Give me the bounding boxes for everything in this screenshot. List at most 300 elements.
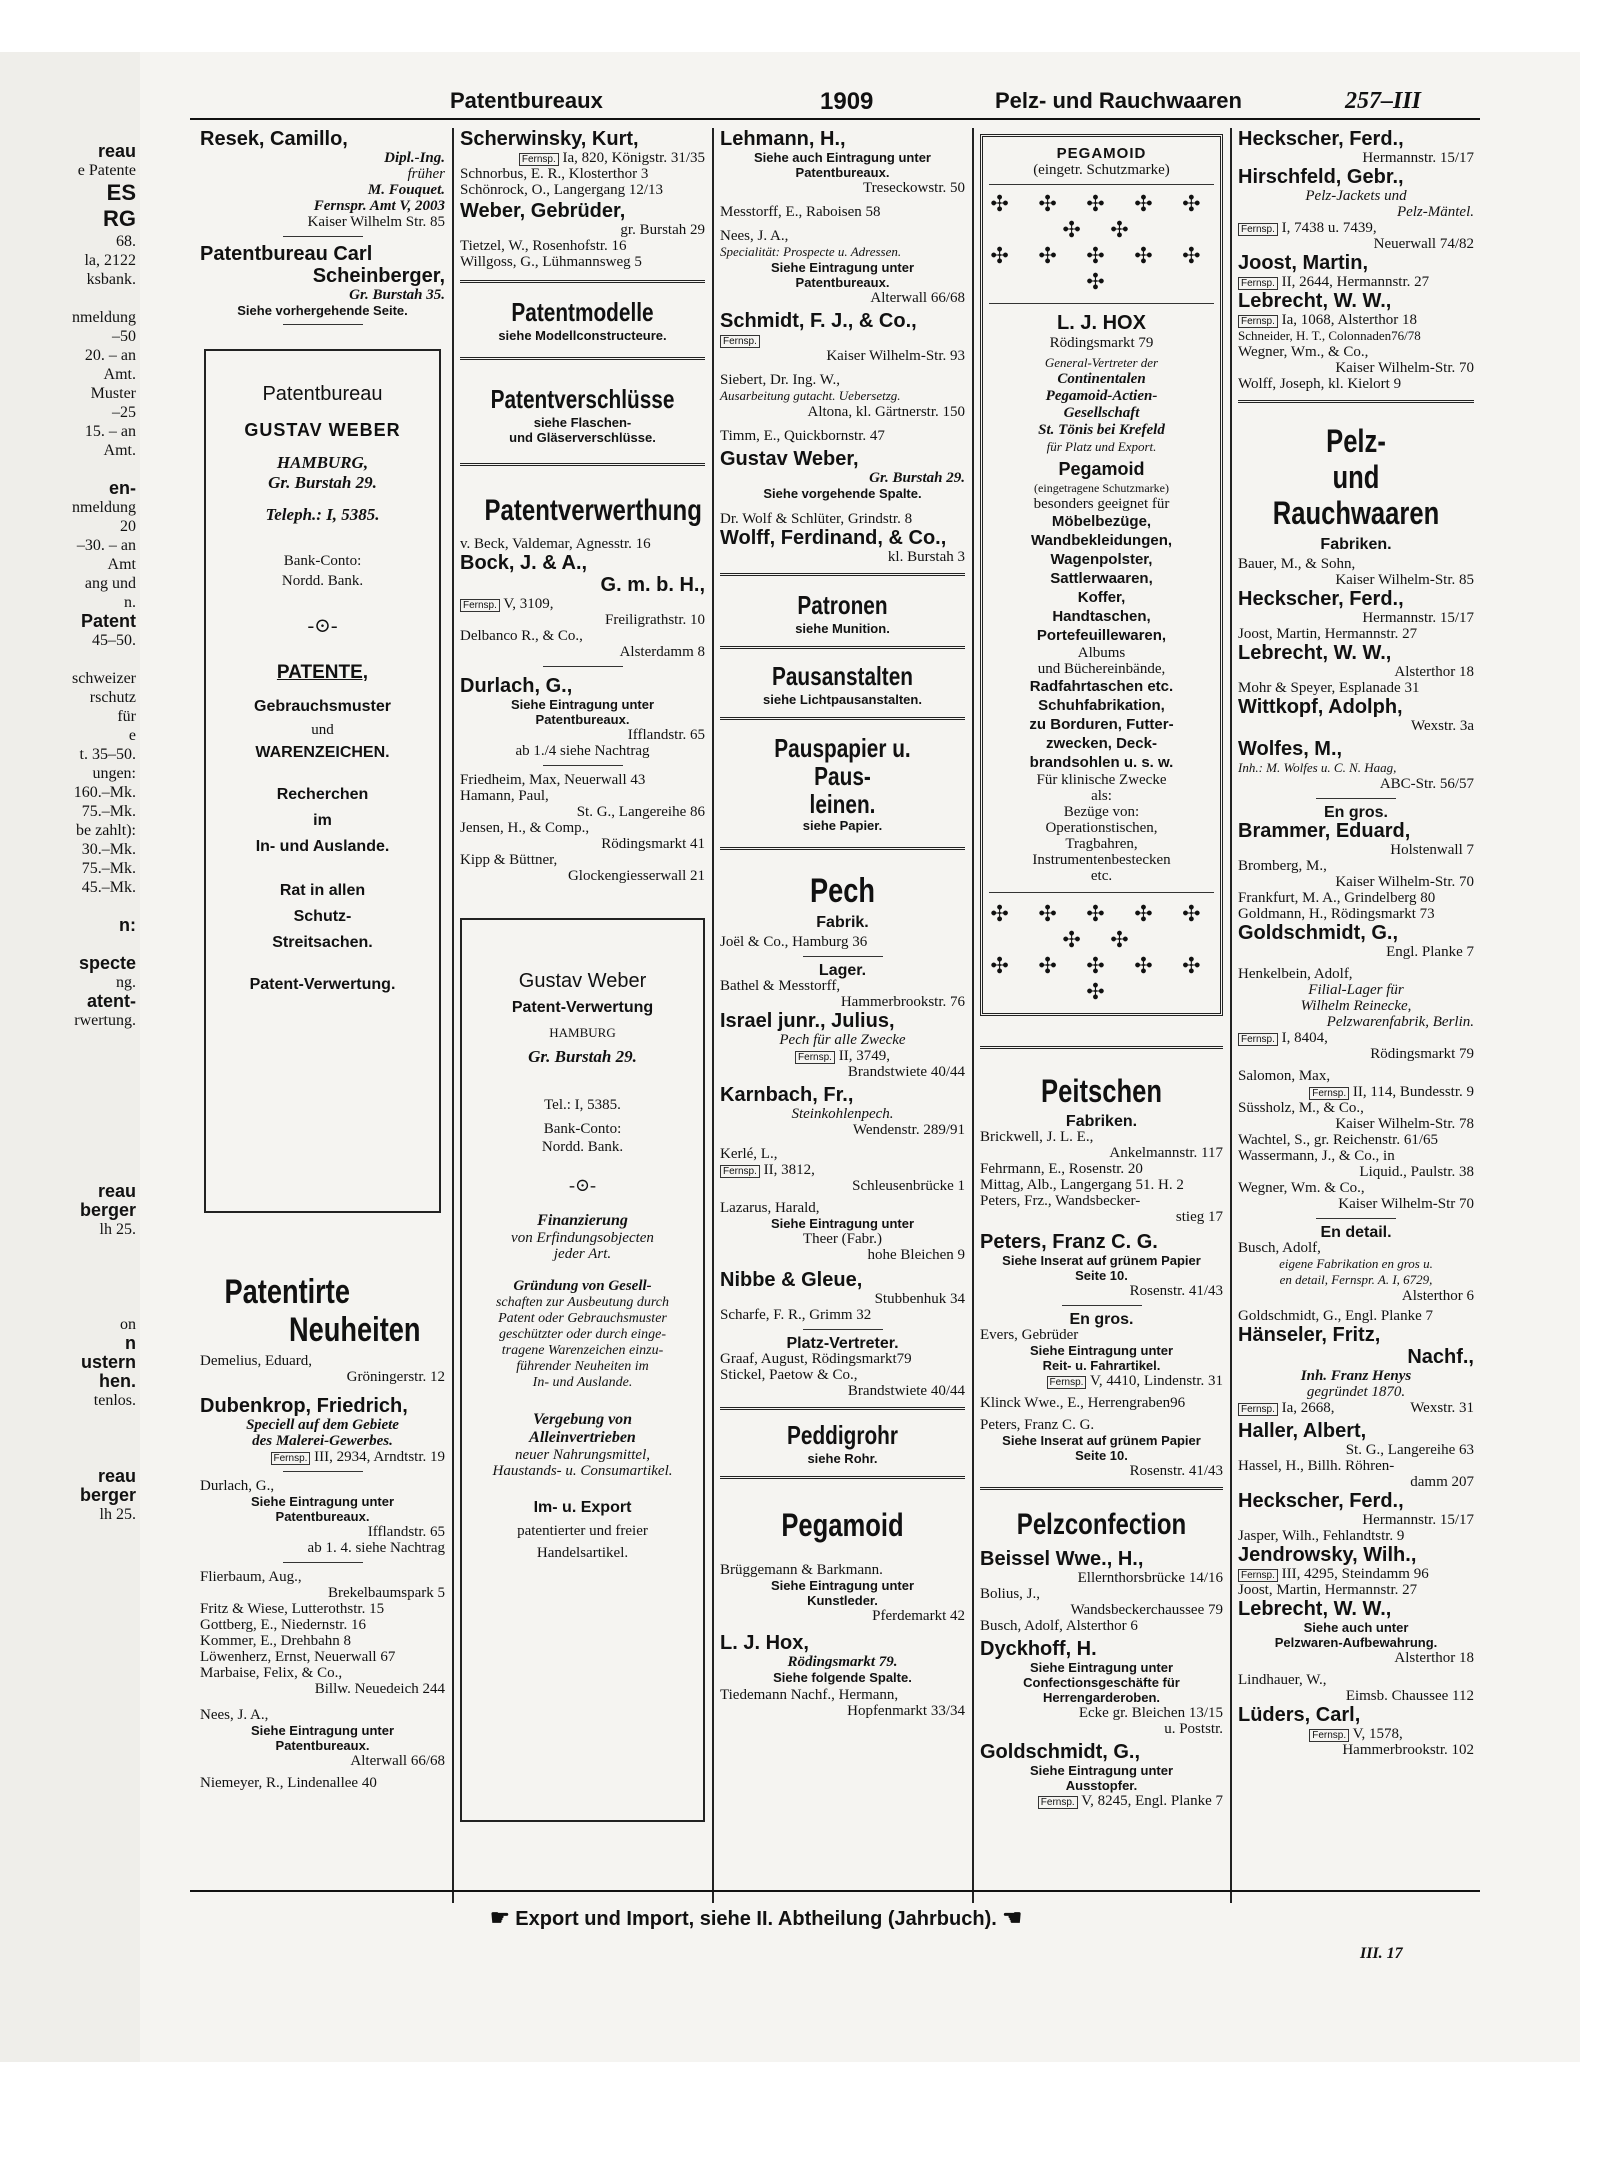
entry-text: Demelius, Eduard, — [200, 1353, 313, 1369]
entry-name: Heckscher, Ferd., — [1238, 128, 1404, 150]
section-heading: Peitschen — [1041, 1073, 1162, 1109]
entry-name: Haller, Albert, — [1238, 1420, 1367, 1442]
subheading: Fabriken. — [1065, 1113, 1138, 1130]
entry-address: Gr. Burstah 29. — [869, 470, 965, 486]
ad-text: Handelsartikel. — [536, 1545, 629, 1561]
entry-reference: siehe Rohr. — [807, 1451, 878, 1466]
ad-text: Rat in allen — [279, 882, 366, 899]
ad-text: Instrumentenbestecken — [1032, 852, 1171, 868]
ad-text: Gebrauchsmuster — [254, 698, 391, 715]
previous-page-text: schweizer — [72, 670, 136, 687]
previous-page-text — [0, 289, 140, 308]
divider — [543, 765, 623, 766]
entry-reference: Siehe Eintragung unter — [770, 1216, 914, 1231]
entry-address: Ecke gr. Bleichen 13/15 — [1078, 1705, 1223, 1721]
subheading: En gros. — [1323, 804, 1388, 821]
entry-reference: Siehe Eintragung unter — [510, 697, 654, 712]
ad-text: besonders geeignet für — [1033, 496, 1170, 512]
entry-address: Ellernthorsbrücke 14/16 — [1077, 1570, 1223, 1586]
entry-address: Altona, kl. Gärtnerstr. 150 — [807, 404, 965, 420]
entry-text: Fehrmann, E., Rosenstr. 20 — [980, 1161, 1143, 1177]
previous-page-text: berger — [79, 1485, 136, 1505]
entry-text: Messtorff, E., Raboisen 58 — [720, 204, 881, 220]
entry-name: Wittkopf, Adolph, — [1238, 696, 1403, 718]
previous-page-text: für — [117, 708, 136, 725]
entry-address: Holstenwall 7 — [1390, 842, 1474, 858]
entry-text: Scharfe, F. R., Grimm 32 — [720, 1307, 872, 1323]
entry-reference: Siehe Eintragung unter — [770, 260, 914, 275]
section-heading: Neuheiten — [289, 1311, 421, 1349]
ad-text: Albums — [1077, 645, 1126, 661]
entry-address: Wandsbeckerchaussee 79 — [1070, 1602, 1223, 1618]
list-item: Fritz & Wiese, Lutterothstr. 15 — [200, 1601, 385, 1617]
entry-name: Wolfes, M., — [1238, 738, 1343, 760]
ad-text: General-Vertreter der — [1044, 355, 1159, 370]
page-header — [190, 84, 1480, 120]
previous-page-text: lh 25. — [99, 1506, 136, 1523]
entry-address: ab 1./4 siehe Nachtrag — [515, 743, 650, 759]
entry-reference: Seite 10. — [1075, 1268, 1128, 1283]
entry-text: Klinck Wwe., E., Herrengraben96 — [980, 1395, 1186, 1411]
entry-text: Friedheim, Max, Neuerwall 43 — [460, 772, 646, 788]
pointing-hand-icon: ☚ — [1002, 1905, 1023, 1930]
header-year: 1909 — [820, 88, 874, 115]
entry-address: Freiligrathstr. 10 — [605, 612, 705, 628]
ad-text: Sattlerwaaren, — [1050, 570, 1153, 587]
entry-address: Alsterthor 18 — [1394, 664, 1474, 680]
subheading: Platz-Vertreter. — [786, 1335, 899, 1352]
entry-address: Kaiser Wilhelm-Str 70 — [1338, 1196, 1474, 1212]
entry-text: früher — [407, 166, 445, 182]
footer-text: Export und Import, siehe II. Abtheilung (Jahrbuch). — [515, 1908, 997, 1930]
entry-text: Brüggemann & Barkmann. — [720, 1562, 883, 1578]
entry-address: Liquid., Paulstr. 38 — [1359, 1164, 1474, 1180]
entry-reference: Siehe vorhergehende Seite. — [237, 303, 408, 318]
entry-address: Ia, 1068, Alsterthor 18 — [1281, 312, 1418, 328]
entry-name: Weber, Gebrüder, — [460, 200, 626, 222]
entry-name: Brammer, Eduard, — [1238, 820, 1411, 842]
divider — [283, 324, 363, 325]
entry-text: II, 3749, — [838, 1048, 890, 1064]
ad-text: Rödingsmarkt 79 — [1049, 335, 1154, 351]
entry-address: III, 4295, Steindamm 96 — [1281, 1566, 1429, 1582]
entry-address: Wendenstr. 289/91 — [852, 1122, 965, 1138]
entry-text: Salomon, Max, — [1238, 1068, 1331, 1084]
previous-page-text — [0, 897, 140, 916]
ad-text: Tragbahren, — [1065, 836, 1138, 852]
list-item: Kommer, E., Drehbahn 8 — [200, 1633, 352, 1649]
entry-address: Engl. Planke 7 — [1386, 944, 1474, 960]
entry-text: V, 1578, — [1352, 1726, 1403, 1742]
previous-page-text — [0, 650, 140, 669]
divider — [283, 236, 363, 237]
divider — [1062, 1305, 1142, 1306]
entry-text: Speciell auf dem Gebiete — [246, 1417, 399, 1433]
entry-text: Joost, Martin, Hermannstr. 27 — [1238, 1582, 1418, 1598]
ad-text: HAMBURG, — [276, 453, 369, 472]
entry-address: ab 1. 4. siehe Nachtrag — [307, 1540, 445, 1556]
entry-name: Wolff, Ferdinand, & Co., — [720, 527, 947, 549]
section-heading: Pelzconfection — [1016, 1508, 1187, 1541]
entry-address: Alsterthor 18 — [1394, 1650, 1474, 1666]
section-heading: Pegamoid — [781, 1507, 904, 1543]
entry-reference: Kunstleder. — [807, 1593, 878, 1608]
entry-text: Schnorbus, E. R., Klosterthor 3 — [460, 166, 649, 182]
entry-address: Alsterthor 6 — [1401, 1288, 1474, 1304]
ad-text: Continentalen — [1057, 371, 1146, 387]
entry-name: Israel junr., Julius, — [720, 1010, 895, 1032]
entry-reference: Herrengarderoben. — [1042, 1690, 1161, 1705]
previous-page-edge — [0, 52, 143, 2062]
entry-reference: siehe Flaschen- — [533, 415, 632, 430]
entry-address: II, 2644, Hermannstr. 27 — [1281, 274, 1430, 290]
previous-page-text: rwertung. — [74, 1012, 136, 1029]
entry-address: Hermannstr. 15/17 — [1362, 150, 1474, 166]
entry-text: Peters, Franz C. G. — [980, 1417, 1095, 1433]
entry-reference: Siehe Eintragung unter — [1029, 1343, 1173, 1358]
ad-text: Gründung von Gesell- — [513, 1278, 652, 1294]
ad-text: von Erfindungsobjecten — [511, 1230, 654, 1246]
ad-text: jeder Art. — [553, 1246, 612, 1262]
ad-text: HAMBURG — [549, 1025, 616, 1040]
entry-address: stieg 17 — [1175, 1209, 1223, 1225]
ad-text: Für klinische Zwecke — [1036, 772, 1167, 788]
entry-address: Ifflandstr. 65 — [367, 1524, 445, 1540]
entry-address: Hermannstr. 15/17 — [1362, 1512, 1474, 1528]
ad-text: führender Neuheiten im — [516, 1359, 649, 1374]
entry-address: Hopfenmarkt 33/34 — [847, 1703, 965, 1719]
phone-icon: Fernsp. — [1238, 1569, 1278, 1582]
entry-address: hohe Bleichen 9 — [867, 1247, 965, 1263]
entry-text: Bauer, M., & Sohn, — [1238, 556, 1356, 572]
entry-text: Bathel & Messtorff, — [720, 978, 841, 994]
previous-page-text: hen. — [98, 1371, 136, 1391]
list-item: Flierbaum, Aug., — [200, 1569, 302, 1585]
ornament: -⊙- — [568, 1175, 597, 1195]
entry-address: Pferdemarkt 42 — [872, 1608, 965, 1624]
entry-text: v. Beck, Valdemar, Agnesstr. 16 — [460, 536, 651, 552]
previous-page-text: en- — [109, 478, 136, 498]
header-right: Pelz- und Rauchwaaren — [995, 88, 1242, 113]
entry-text: Wegner, Wm., & Co., — [1238, 344, 1369, 360]
entry-address: kl. Burstah 3 — [887, 549, 965, 565]
column-rule — [452, 128, 454, 1903]
previous-page-text: reau — [97, 1466, 136, 1486]
entry-text: Mittag, Alb., Langergang 51. H. 2 — [980, 1177, 1184, 1193]
entry-name: Goldschmidt, G., — [1238, 922, 1399, 944]
bottom-rule — [190, 1890, 1480, 1892]
entry-reference: und Gläserverschlüsse. — [509, 430, 656, 445]
ad-text: Schuhfabrikation, — [1038, 697, 1165, 714]
entry-text: Henkelbein, Adolf, — [1238, 966, 1353, 982]
column-1 — [200, 128, 445, 1791]
ad-text: Patent-Verwertung — [511, 999, 654, 1016]
entry-text: gegründet 1870. — [1306, 1384, 1406, 1400]
ad-text: Koffer, — [1077, 589, 1126, 606]
ad-text: schaften zur Ausbeutung durch — [495, 1295, 670, 1310]
entry-reference: Patentbureaux. — [275, 1738, 370, 1753]
entry-address: II, 114, Bundesstr. 9 — [1352, 1084, 1474, 1100]
ad-text: und Büchereinbände, — [1037, 661, 1166, 677]
previous-page-text: lh 25. — [99, 1221, 136, 1238]
entry-reference: siehe Munition. — [795, 621, 890, 636]
entry-name: Goldschmidt, G., — [980, 1741, 1141, 1763]
entry-text: Timm, E., Quickbornstr. 47 — [720, 428, 885, 444]
previous-page-text: tenlos. — [93, 1392, 136, 1409]
ad-text: Gesellschaft — [1063, 405, 1140, 421]
section-heading: leinen. — [809, 789, 876, 819]
ad-text: PATENTE, — [276, 662, 369, 683]
entry-address: Hammerbrookstr. 102 — [1342, 1742, 1474, 1758]
entry-text: Jensen, H., & Comp., — [460, 820, 590, 836]
previous-page-text: ng. — [116, 974, 136, 991]
section-heading: Patentverschlüsse — [490, 384, 675, 414]
previous-page-text — [0, 1448, 140, 1467]
column-3 — [720, 128, 965, 1719]
entry-address: Alsterdamm 8 — [619, 644, 705, 660]
entry-address: ABC-Str. 56/57 — [1379, 776, 1474, 792]
entry-text: Busch, Adolf, Alsterthor 6 — [980, 1618, 1138, 1634]
subheading: Fabriken. — [1320, 536, 1392, 553]
phone-icon: Fernsp. — [1038, 1796, 1078, 1809]
ad-text: Schutz- — [293, 908, 352, 925]
previous-page-text: on — [120, 1316, 136, 1333]
ad-text: zwecken, Deck- — [1046, 735, 1157, 752]
entry-address: Wexstr. 3a — [1411, 718, 1474, 734]
previous-page-text: n — [125, 1333, 136, 1353]
entry-reference: Seite 10. — [1075, 1448, 1128, 1463]
ad-text: Nordd. Bank. — [281, 573, 364, 589]
entry-name: Nibbe & Gleue, — [720, 1269, 863, 1291]
entry-text: Specialität: Prospecte u. Adressen. — [720, 244, 902, 259]
entry-text: Mohr & Speyer, Esplanade 31 — [1238, 680, 1420, 696]
previous-page-text: RG — [103, 206, 136, 231]
ad-text: Bank-Conto: — [543, 1121, 622, 1137]
ad-text: PEGAMOID — [1056, 145, 1147, 162]
entry-address: Rödingsmarkt 79. — [787, 1654, 898, 1670]
previous-page-text: reau — [97, 1181, 136, 1201]
advertisement-patent-verwertung — [460, 918, 705, 1822]
list-item: Gottberg, E., Niedernstr. 16 — [200, 1617, 366, 1633]
divider — [283, 1562, 363, 1563]
entry-reference: Siehe Eintragung unter — [1029, 1763, 1173, 1778]
entry-text: II, 3812, — [763, 1162, 815, 1178]
ad-text: (eingetr. Schutzmarke) — [1033, 162, 1170, 178]
entry-text: Wassermann, J., & Co., in — [1238, 1148, 1395, 1164]
entry-text: M. Fouquet. — [367, 182, 445, 198]
entry-text: Inh. Franz Henys — [1300, 1368, 1412, 1384]
entry-text: Brickwell, J. L. E., — [980, 1129, 1094, 1145]
entry-address: Stubbenhuk 34 — [874, 1291, 965, 1307]
entry-address: Gr. Burstah 35. — [349, 287, 445, 303]
entry-reference: Siehe auch unter — [1303, 1620, 1409, 1635]
entry-reference: Siehe vorgehende Spalte. — [763, 486, 922, 501]
entry-text: Delbanco R., & Co., — [460, 628, 583, 644]
previous-page-text: be zahlt): — [76, 822, 136, 839]
entry-text: Bromberg, M., — [1238, 858, 1327, 874]
entry-address: Ifflandstr. 65 — [627, 727, 705, 743]
entry-text: Joost, Martin, Hermannstr. 27 — [1238, 626, 1418, 642]
entry-text: en detail, Fernspr. A. I, 6729, — [1279, 1272, 1433, 1287]
ad-text: Patent oder Gebrauchsmuster — [498, 1311, 667, 1326]
entry-address: Neuerwall 74/82 — [1373, 236, 1474, 252]
entry-text: Goldmann, H., Rödingsmarkt 73 — [1238, 906, 1435, 922]
ad-text: WARENZEICHEN. — [255, 744, 390, 761]
ornament: ✣ ✣ ✣ ✣ ✣ ✣ — [990, 953, 1213, 1004]
entry-name: Dyckhoff, H. — [980, 1638, 1097, 1660]
entry-address: Kaiser Wilhelm Str. 85 — [307, 214, 445, 230]
previous-page-text: reau — [97, 141, 136, 161]
entry-name: Beissel Wwe., H., — [980, 1548, 1144, 1570]
entry-name: Nachf., — [1407, 1346, 1474, 1368]
entry-text: Theer (Fabr.) — [802, 1231, 883, 1247]
phone-icon: Fernsp. — [795, 1051, 835, 1064]
entry-address: Rödingsmarkt 79 — [1370, 1046, 1474, 1062]
entry-text: Evers, Gebrüder — [980, 1327, 1079, 1343]
entry-address: Kaiser Wilhelm-Str. 70 — [1335, 874, 1474, 890]
ad-text: Wandbekleidungen, — [1030, 532, 1173, 549]
ad-text: für Platz und Export. — [1046, 439, 1157, 454]
previous-page-text: Muster — [90, 385, 136, 402]
ad-text: Recherchen — [276, 786, 369, 803]
entry-name: Hirschfeld, Gebr., — [1238, 166, 1404, 188]
column-rule — [712, 128, 714, 1903]
previous-page-text: n: — [119, 915, 136, 935]
entry-name: Lüders, Carl, — [1238, 1704, 1361, 1726]
ad-text: geschützter oder durch einge- — [498, 1327, 667, 1342]
divider — [1316, 1218, 1396, 1219]
entry-reference: Siehe folgende Spalte. — [773, 1670, 912, 1685]
entry-text: Pelzwarenfabrik, Berlin. — [1326, 1014, 1474, 1030]
entry-reference: Patentbureaux. — [275, 1509, 370, 1524]
entry-text: Pelz-Jackets und — [1305, 188, 1407, 204]
entry-name: Lebrecht, W. W., — [1238, 642, 1392, 664]
entry-address: Ankelmannstr. 117 — [1109, 1145, 1223, 1161]
entry-text: Dipl.-Ing. — [384, 150, 445, 166]
entry-name: Lehmann, H., — [720, 128, 846, 150]
previous-page-text: 15. – an — [84, 423, 136, 440]
phone-icon: Fernsp. — [1238, 1403, 1278, 1416]
entry-text: Lazarus, Harald, — [720, 1200, 820, 1216]
entry-address: Kaiser Wilhelm-Str. 85 — [1335, 572, 1474, 588]
ad-text: zu Borduren, Futter- — [1029, 716, 1174, 733]
entry-name: Karnbach, Fr., — [720, 1084, 854, 1106]
advertisement-pegamoid — [980, 134, 1223, 1016]
previous-page-text: –25 — [112, 404, 136, 421]
column-rule — [1230, 128, 1232, 1903]
entry-address: Ia, 820, Königstr. 31/35 — [562, 150, 705, 166]
phone-icon: Fernsp. — [1309, 1729, 1349, 1742]
section-heading: Pauspapier u. Paus- — [774, 733, 911, 791]
entry-text: Peters, Frz., Wandsbecker- — [980, 1193, 1141, 1209]
ad-text: im — [313, 812, 332, 829]
ad-text: Patent-Verwertung. — [249, 976, 396, 993]
entry-reference: Patentbureaux. — [535, 712, 630, 727]
entry-reference: Ausstopfer. — [1065, 1778, 1138, 1793]
subheading: Lager. — [818, 962, 867, 979]
ornament: ✣ ✣ ✣ ✣ ✣ ✣ ✣ — [990, 901, 1213, 952]
section-heading: und Rauchwaaren — [1272, 459, 1440, 531]
ad-text: Pegamoid-Actien- — [1045, 388, 1158, 404]
entry-address: Wexstr. 31 — [1410, 1400, 1474, 1416]
entry-text: Willgoss, G., Lühmannsweg 5 — [460, 254, 642, 270]
entry-text: Süssholz, M., & Co., — [1238, 1100, 1364, 1116]
previous-page-text: t. 35–50. — [79, 746, 136, 763]
previous-page-text — [0, 1277, 140, 1296]
previous-page-text: 20 — [120, 518, 136, 535]
entry-text: I, 7438 u. 7439, — [1281, 220, 1377, 236]
entry-text: Schneider, H. T., Colonnaden76/78 — [1238, 328, 1421, 343]
ad-text: Gr. Burstah 29. — [528, 1047, 637, 1066]
entry-address: Brandstwiete 40/44 — [847, 1064, 965, 1080]
entry-text: Filial-Lager für — [1308, 982, 1404, 998]
previous-page-text — [0, 1410, 140, 1429]
subheading: En gros. — [1069, 1311, 1134, 1328]
entry-reference: Siehe auch Eintragung unter — [754, 150, 931, 165]
subheading: Fabrik. — [816, 914, 869, 931]
ad-text: In- und Auslande. — [532, 1375, 633, 1390]
previous-page-text: 45–50. — [92, 632, 136, 649]
ad-text: Finanzierung — [537, 1212, 628, 1229]
entry-address: Alterwall 66/68 — [870, 290, 965, 306]
previous-page-text: ustern — [80, 1352, 136, 1372]
entry-address: damm 207 — [1410, 1474, 1474, 1490]
header-page-number: 257–III — [1345, 88, 1422, 114]
entry-name: Hänseler, Fritz, — [1238, 1324, 1381, 1346]
divider — [803, 956, 883, 957]
ad-text: Bezüge von: — [1063, 804, 1140, 820]
entry-text: Pech für alle Zwecke — [779, 1032, 906, 1048]
entry-text: Nees, J. A., — [200, 1707, 269, 1723]
entry-text: Joël & Co., Hamburg 36 — [720, 934, 868, 950]
ad-text: Handtaschen, — [1052, 608, 1151, 625]
entry-address: Rosenstr. 41/43 — [1129, 1463, 1223, 1479]
previous-page-text: rschutz — [89, 689, 136, 706]
phone-icon: Fernsp. — [1238, 223, 1278, 236]
entry-text: des Malerei-Gewerbes. — [252, 1433, 393, 1449]
entry-reference: siehe Papier. — [802, 818, 883, 833]
entry-reference: siehe Lichtpausanstalten. — [763, 692, 922, 707]
ad-text: Pegamoid — [1058, 459, 1145, 479]
ad-text: Vergebung von — [532, 1411, 633, 1428]
previous-page-text: 68. — [116, 233, 136, 250]
entry-text: Frankfurt, M. A., Grindelberg 80 — [1238, 890, 1436, 906]
entry-text: I, 8404, — [1281, 1030, 1328, 1046]
previous-page-text: e — [128, 727, 136, 744]
footer-note — [490, 1905, 1022, 1931]
entry-address: Gröningerstr. 12 — [346, 1369, 445, 1385]
ad-text: Im- u. Export — [533, 1499, 632, 1516]
entry-text: Graaf, August, Rödingsmarkt79 — [720, 1351, 912, 1367]
entry-address: Brandstwiete 40/44 — [847, 1383, 965, 1399]
pointing-hand-icon: ☛ — [490, 1905, 510, 1930]
entry-address: Rödingsmarkt 41 — [601, 836, 705, 852]
ad-text: Wagenpolster, — [1050, 551, 1153, 568]
ad-text: als: — [1091, 788, 1112, 804]
ad-text: Patentbureau — [262, 383, 383, 405]
previous-page-text: Patent — [80, 611, 136, 631]
previous-page-text: 75.–Mk. — [81, 803, 136, 820]
previous-page-text: –50 — [112, 328, 136, 345]
ad-text: brandsohlen u. s. w. — [1029, 754, 1174, 771]
entry-address: Hermannstr. 15/17 — [1362, 610, 1474, 626]
entry-name: Lebrecht, W. W., — [1238, 1598, 1392, 1620]
previous-page-text: ang und — [84, 575, 136, 592]
section-heading: Patentirte — [224, 1273, 350, 1311]
entry-reference: Reit- u. Fahrartikel. — [1042, 1358, 1161, 1373]
previous-page-text: 75.–Mk. — [81, 860, 136, 877]
entry-address: Alterwall 66/68 — [350, 1753, 445, 1769]
